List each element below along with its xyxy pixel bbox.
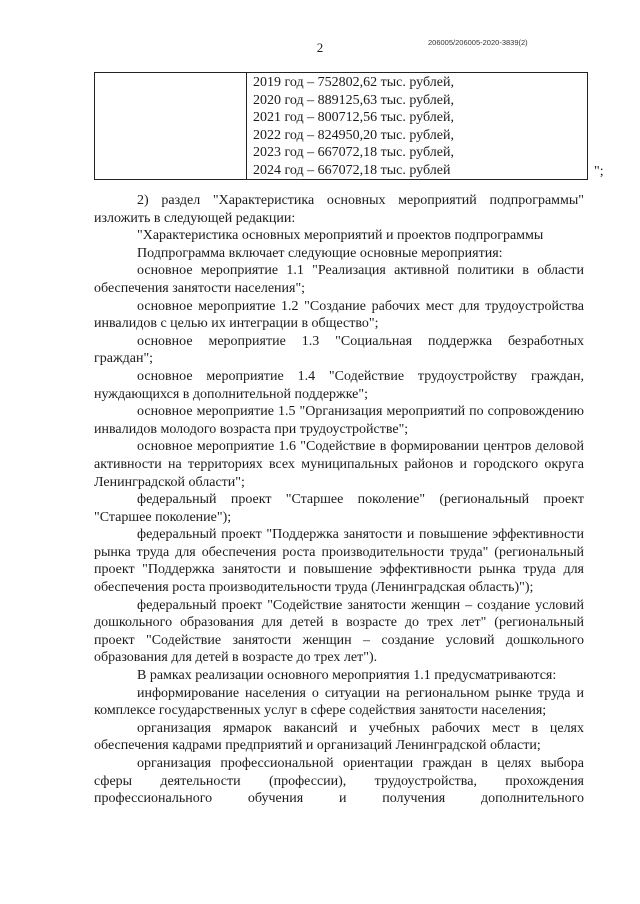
paragraph: основное мероприятие 1.2 "Создание рабочих мест для трудоустройства инвалидов с целью их интеграции в общество"; bbox=[94, 298, 584, 332]
paragraph: федеральный проект "Поддержка занятости и повышение эффективности рынка труда для обеспечения роста производительности труда" (региональный проект "Поддержка занятости и повышение эффективности рынка труда для обеспечения роста производительности труда (Ленинградская область)"); bbox=[94, 527, 584, 596]
paragraph: "Характеристика основных мероприятий и проектов подпрограммы bbox=[137, 228, 544, 244]
document-body bbox=[94, 192, 584, 808]
paragraph: информирование населения о ситуации на региональном рынке труда и комплексе государственных услуг в сфере содействия занятости населения; bbox=[94, 685, 584, 719]
paragraph: основное мероприятие 1.3 "Социальная поддержка безработных граждан"; bbox=[94, 333, 584, 367]
paragraph: организация профессиональной ориентации граждан в целях выбора сферы деятельности (профессии), трудоустройства, прохождения профессионального обучения и получения дополнительного bbox=[94, 756, 584, 807]
table-closing-quote: "; bbox=[594, 164, 604, 179]
page-number: 2 bbox=[316, 40, 324, 55]
funding-row: 2020 год – 889125,63 тыс. рублей, bbox=[253, 92, 454, 108]
table-cell-empty bbox=[95, 73, 247, 180]
paragraph: федеральный проект "Старшее поколение" (региональный проект "Старшее поколение"); bbox=[94, 492, 584, 525]
funding-row: 2024 год – 667072,18 тыс. рублей bbox=[253, 162, 451, 178]
document-id: 206005/206005-2020-3839(2) bbox=[428, 38, 528, 47]
funding-amounts-cell bbox=[247, 73, 588, 180]
paragraph: основное мероприятие 1.4 "Содействие трудоустройству граждан, нуждающихся в дополнительной поддержке"; bbox=[94, 368, 584, 402]
paragraph: Подпрограмма включает следующие основные мероприятия: bbox=[137, 245, 503, 261]
table-row bbox=[95, 73, 588, 180]
funding-row: 2019 год – 752802,62 тыс. рублей, bbox=[253, 75, 454, 90]
funding-row: 2022 год – 824950,20 тыс. рублей, bbox=[253, 127, 454, 143]
paragraph: В рамках реализации основного мероприятия 1.1 предусматриваются: bbox=[137, 668, 557, 684]
paragraph: основное мероприятие 1.6 "Содействие в формировании центров деловой активности на территориях всех муниципальных районов и городского округа Ленинградской области"; bbox=[94, 439, 584, 490]
paragraph: 2) раздел "Характеристика основных мероприятий подпрограммы" изложить в следующей редакции: bbox=[94, 193, 584, 226]
funding-table bbox=[94, 72, 588, 180]
funding-row: 2023 год – 667072,18 тыс. рублей, bbox=[253, 145, 454, 160]
paragraph: основное мероприятие 1.1 "Реализация активной политики в области обеспечения занятости населения"; bbox=[94, 263, 584, 296]
funding-row: 2021 год – 800712,56 тыс. рублей, bbox=[253, 110, 454, 125]
paragraph: основное мероприятие 1.5 "Организация мероприятий по сопровождению инвалидов молодого возраста при трудоустройстве"; bbox=[94, 404, 584, 437]
paragraph: организация ярмарок вакансий и учебных рабочих мест в целях обеспечения кадрами предприятий и организаций Ленинградской области; bbox=[94, 720, 584, 754]
paragraph: федеральный проект "Содействие занятости женщин – создание условий дошкольного образования для детей в возрасте до трех лет" (региональный проект "Содействие занятости женщин – создание условий дошкольного образования для детей в возрасте до трех лет"). bbox=[94, 597, 584, 666]
